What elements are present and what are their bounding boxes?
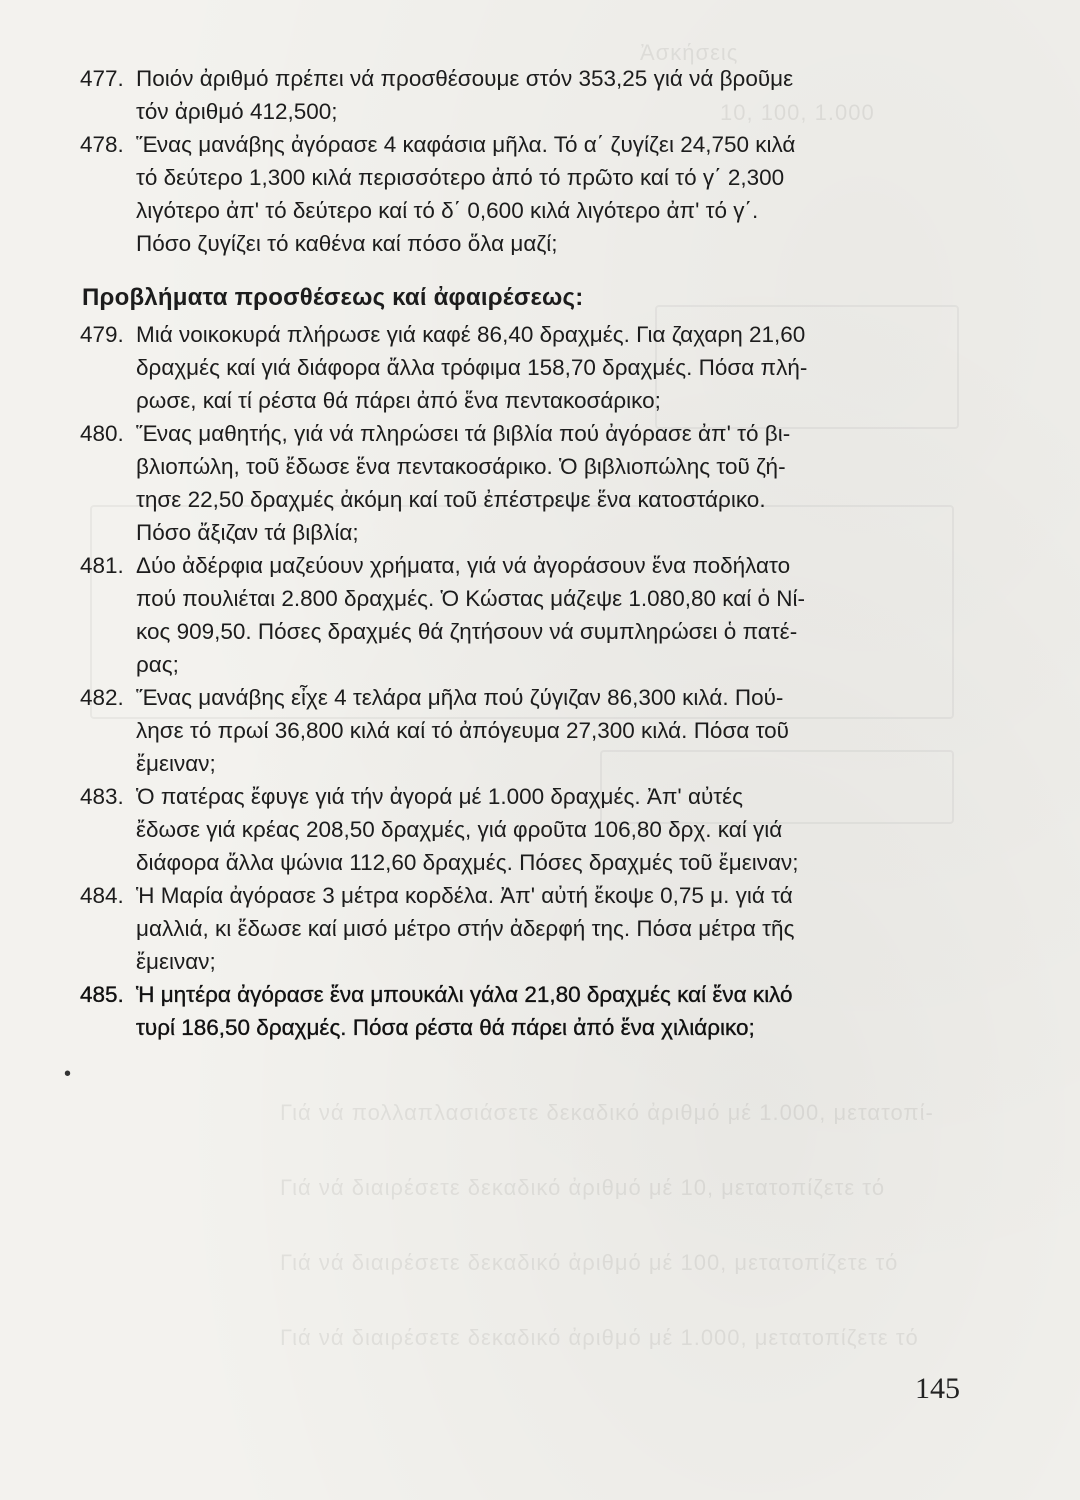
problem-text-line: βλιοπώλη, τοῦ ἔδωσε ἕνα πεντακοσάρικο. Ὁ βιβλιοπώλης τοῦ ζή- <box>136 454 786 479</box>
problem-text-line: τυρί 186,50 δραχμές. Πόσα ρέστα θά πάρει ἀπό ἕνα χιλιάρικο; <box>136 1015 755 1040</box>
problem-text-line: ἔμειναν; <box>136 751 216 776</box>
bleed-through-text: Ἀσκήσεις <box>640 40 739 65</box>
problem-484 <box>80 879 960 978</box>
bleed-through-text: Γιά νά διαιρέσετε δεκαδικό ἀριθμό μέ 1.000, μετατοπίζετε τό <box>280 1325 919 1350</box>
problem-text-line: Πόσο ζυγίζει τό καθένα καί πόσο ὅλα μαζί; <box>136 231 558 256</box>
problem-482 <box>80 681 960 780</box>
problem-number: 482. <box>80 685 124 710</box>
problem-text-line: κος 909,50. Πόσες δραχμές θά ζητήσουν νά συμπληρώσει ὁ πατέ- <box>136 619 798 644</box>
problem-number: 480. <box>80 421 124 446</box>
problem-text-line: ἔμειναν; <box>136 949 216 974</box>
problem-text-line: τό δεύτερο 1,300 κιλά περισσότερο ἀπό τό πρῶτο καί τό γ΄ 2,300 <box>136 165 785 190</box>
problem-text-line: τόν ἀριθμό 412,500; <box>136 99 338 124</box>
problem-number: 479. <box>80 322 124 347</box>
section-heading: Προβλήματα προσθέσεως καί ἀφαιρέσεως: <box>82 284 584 311</box>
problem-text-line: Ἡ μητέρα ἀγόρασε ἕνα μπουκάλι γάλα 21,80 δραχμές καί ἕνα κιλό <box>136 982 793 1007</box>
problem-text-line: Ἡ Μαρία ἀγόρασε 3 μέτρα κορδέλα. Ἀπ' αὐτή ἔκοψε 0,75 μ. γιά τά <box>136 883 793 908</box>
problem-number: 481. <box>80 553 124 578</box>
problem-number: 484. <box>80 883 124 908</box>
bleed-through-text: Γιά νά πολλαπλασιάσετε δεκαδικό ἀριθμό μέ 1.000, μετατοπί- <box>280 1100 934 1125</box>
problem-483 <box>80 780 960 879</box>
page-number: 145 <box>915 1372 960 1405</box>
problem-text-line: διάφορα ἄλλα ψώνια 112,60 δραχμές. Πόσες δραχμές τοῦ ἔμειναν; <box>136 850 799 875</box>
margin-mark: • <box>64 1063 72 1085</box>
problem-480 <box>80 417 960 549</box>
problem-477 <box>80 62 960 128</box>
problem-481 <box>80 549 960 681</box>
problem-text-line: ρας; <box>136 652 179 677</box>
problem-text-line: Πόσο ἄξιζαν τά βιβλία; <box>136 520 359 545</box>
problem-text-line: Ἕνας μανάβης εἶχε 4 τελάρα μῆλα πού ζύγιζαν 86,300 κιλά. Πού- <box>136 685 784 710</box>
page-content <box>80 62 960 1044</box>
bleed-through-text: Γιά νά διαιρέσετε δεκαδικό ἀριθμό μέ 10, μετατοπίζετε τό <box>280 1175 886 1200</box>
problem-number: 485. <box>80 982 124 1007</box>
problem-text-line: λησε τό πρωί 36,800 κιλά καί τό ἀπόγευμα 27,300 κιλά. Πόσα τοῦ <box>136 718 789 743</box>
problem-text-line: μαλλιά, κι ἔδωσε καί μισό μέτρο στήν ἀδερφή της. Πόσα μέτρα τῆς <box>136 916 795 941</box>
bleed-through-text: 10, 100, 1.000 <box>720 100 875 125</box>
problem-485 <box>80 978 960 1044</box>
problem-text-line: τησε 22,50 δραχμές ἀκόμη καί τοῦ ἐπέστρεψε ἕνα κατοστάρικο. <box>136 487 766 512</box>
problem-text-line: λιγότερο ἀπ' τό δεύτερο καί τό δ΄ 0,600 κιλά λιγότερο ἀπ' τό γ΄. <box>136 198 759 223</box>
problem-number: 478. <box>80 132 124 157</box>
bleed-through-text: Γιά νά διαιρέσετε δεκαδικό ἀριθμό μέ 100, μετατοπίζετε τό <box>280 1250 899 1275</box>
problem-text-line: Ἕνας μαθητής, γιά νά πληρώσει τά βιβλία πού ἀγόρασε ἀπ' τό βι- <box>136 421 791 446</box>
problem-text-line: Ἕνας μανάβης ἀγόρασε 4 καφάσια μῆλα. Τό α΄ ζυγίζει 24,750 κιλά <box>136 132 796 157</box>
problem-text-line: Μιά νοικοκυρά πλήρωσε γιά καφέ 86,40 δραχμές. Για ζαχαρη 21,60 <box>136 322 806 347</box>
problem-text-line: Ποιόν ἀριθμό πρέπει νά προσθέσουμε στόν 353,25 γιά νά βροῦμε <box>136 66 794 91</box>
problem-text-line: ἔδωσε γιά κρέας 208,50 δραχμές, γιά φροῦτα 106,80 δρχ. καί γιά <box>136 817 783 842</box>
problem-479 <box>80 318 960 417</box>
problem-text-line: Δύο ἀδέρφια μαζεύουν χρήματα, γιά νά ἀγοράσουν ἕνα ποδήλατο <box>136 553 791 578</box>
problem-text-line: ρωσε, καί τί ρέστα θά πάρει ἀπό ἕνα πεντακοσάρικο; <box>136 388 661 413</box>
problem-text-line: πού πουλιέται 2.800 δραχμές. Ὁ Κώστας μάζεψε 1.080,80 καί ὁ Νί- <box>136 586 805 611</box>
problem-text-line: Ὁ πατέρας ἔφυγε γιά τήν ἀγορά μέ 1.000 δραχμές. Ἀπ' αὐτές <box>136 784 744 809</box>
problem-text-line: δραχμές καί γιά διάφορα ἄλλα τρόφιμα 158,70 δραχμές. Πόσα πλή- <box>136 355 808 380</box>
problem-number: 483. <box>80 784 124 809</box>
problem-number: 477. <box>80 66 124 91</box>
problem-478 <box>80 128 960 260</box>
